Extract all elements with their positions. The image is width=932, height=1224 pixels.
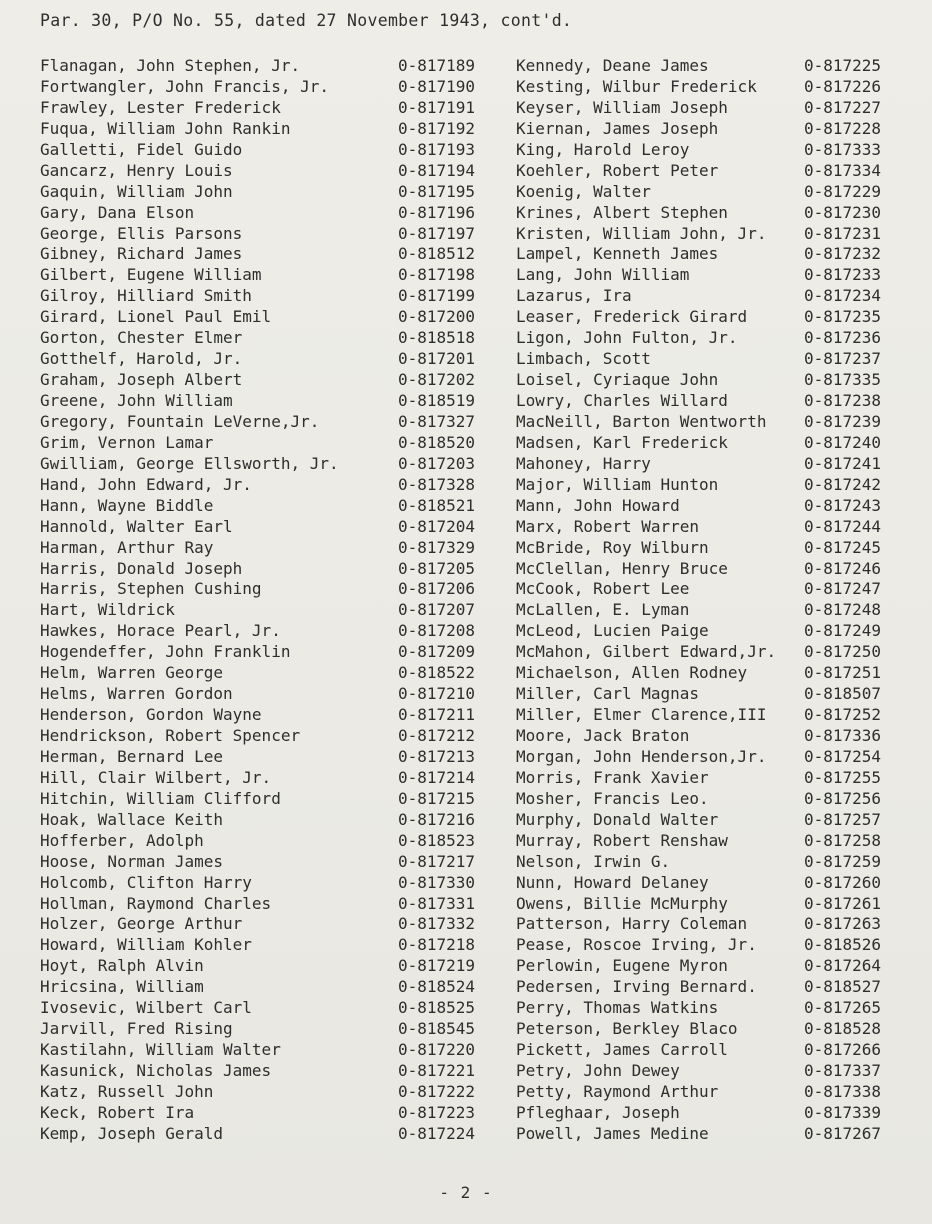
- serial-number: 0-818527: [804, 977, 882, 997]
- serial-number: 0-817195: [398, 181, 476, 201]
- officer-name: Girard, Lionel Paul Emil: [40, 307, 272, 327]
- left-names-column: [40, 56, 400, 1145]
- officer-name: Hill, Clair Wilbert, Jr.: [40, 767, 272, 787]
- officer-name: Gregory, Fountain LeVerne,Jr.: [40, 411, 320, 431]
- officer-name: McLallen, E. Lyman: [516, 600, 690, 620]
- serial-number: 0-817223: [398, 1102, 476, 1122]
- serial-number: 0-817244: [804, 516, 882, 536]
- serial-number: 0-817196: [398, 202, 476, 222]
- officer-name: Ligon, John Fulton, Jr.: [516, 328, 738, 348]
- serial-number: 0-817264: [804, 956, 882, 976]
- serial-number: 0-817233: [804, 265, 882, 285]
- serial-number: 0-817204: [398, 516, 476, 536]
- right-serials-column: [804, 56, 914, 1145]
- officer-name: Henderson, Gordon Wayne: [40, 705, 262, 725]
- officer-name: Patterson, Harry Coleman: [516, 914, 748, 934]
- serial-number: 0-817218: [398, 935, 476, 955]
- serial-number: 0-817200: [398, 307, 476, 327]
- officer-name: Lazarus, Ira: [516, 286, 632, 306]
- officer-name: Pease, Roscoe Irving, Jr.: [516, 935, 757, 955]
- serial-number: 0-817338: [804, 1081, 882, 1101]
- serial-number: 0-817197: [398, 223, 476, 243]
- serial-number: 0-817206: [398, 579, 476, 599]
- officer-name: Gibney, Richard James: [40, 244, 243, 264]
- officer-name: Helm, Warren George: [40, 663, 224, 683]
- officer-name: Hricsina, William: [40, 977, 204, 997]
- serial-number: 0-817191: [398, 97, 476, 117]
- officer-name: Kastilahn, William Walter: [40, 1040, 281, 1060]
- serial-number: 0-817231: [804, 223, 882, 243]
- officer-name: Limbach, Scott: [516, 349, 651, 369]
- officer-name: Major, William Hunton: [516, 474, 719, 494]
- serial-number: 0-818528: [804, 1019, 882, 1039]
- officer-name: Frawley, Lester Frederick: [40, 97, 281, 117]
- officer-name: Perry, Thomas Watkins: [516, 998, 719, 1018]
- serial-number: 0-818525: [398, 998, 476, 1018]
- page-header: Par. 30, P/O No. 55, dated 27 November 1943, cont'd.: [40, 11, 573, 30]
- officer-name: Krines, Albert Stephen: [516, 202, 728, 222]
- serial-number: 0-817224: [398, 1123, 476, 1143]
- serial-number: 0-817259: [804, 851, 882, 871]
- serial-number: 0-817237: [804, 349, 882, 369]
- officer-name: Koenig, Walter: [516, 181, 651, 201]
- officer-name: Kennedy, Deane James: [516, 56, 709, 75]
- officer-name: McLeod, Lucien Paige: [516, 621, 709, 641]
- officer-name: Hand, John Edward, Jr.: [40, 474, 252, 494]
- serial-number: 0-817334: [804, 160, 882, 180]
- serial-number: 0-817220: [398, 1040, 476, 1060]
- officer-name: Hawkes, Horace Pearl, Jr.: [40, 621, 281, 641]
- officer-name: Michaelson, Allen Rodney: [516, 663, 748, 683]
- serial-number: 0-818524: [398, 977, 476, 997]
- serial-number: 0-817210: [398, 684, 476, 704]
- serial-number: 0-817327: [398, 411, 476, 431]
- serial-number: 0-818512: [398, 244, 476, 264]
- officer-name: Keyser, William Joseph: [516, 97, 728, 117]
- officer-name: Peterson, Berkley Blaco: [516, 1019, 738, 1039]
- officer-name: Leaser, Frederick Girard: [516, 307, 748, 327]
- officer-name: McClellan, Henry Bruce: [516, 558, 728, 578]
- officer-name: Fuqua, William John Rankin: [40, 118, 291, 138]
- serial-number: 0-817222: [398, 1081, 476, 1101]
- serial-number: 0-817258: [804, 830, 882, 850]
- officer-name: Mann, John Howard: [516, 495, 680, 515]
- serial-number: 0-817216: [398, 809, 476, 829]
- serial-number: 0-817331: [398, 893, 476, 913]
- officer-name: Flanagan, John Stephen, Jr.: [40, 56, 301, 75]
- officer-name: Gary, Dana Elson: [40, 202, 195, 222]
- officer-name: Harris, Donald Joseph: [40, 558, 243, 578]
- officer-name: Nunn, Howard Delaney: [516, 872, 709, 892]
- serial-number: 0-817192: [398, 118, 476, 138]
- serial-number: 0-817190: [398, 76, 476, 96]
- serial-number: 0-818521: [398, 495, 476, 515]
- officer-name: Harman, Arthur Ray: [40, 537, 214, 557]
- serial-number: 0-817208: [398, 621, 476, 641]
- serial-number: 0-818520: [398, 432, 476, 452]
- officer-name: Hogendeffer, John Franklin: [40, 642, 291, 662]
- serial-number: 0-817257: [804, 809, 882, 829]
- serial-number: 0-817201: [398, 349, 476, 369]
- page-number: - 2 -: [439, 1183, 493, 1202]
- serial-number: 0-817267: [804, 1123, 882, 1143]
- serial-number: 0-818519: [398, 391, 476, 410]
- left-serials-column: [398, 56, 508, 1145]
- serial-number: 0-817236: [804, 328, 882, 348]
- serial-number: 0-817243: [804, 495, 882, 515]
- officer-name: Miller, Carl Magnas: [516, 684, 700, 704]
- serial-number: 0-817225: [804, 56, 882, 75]
- serial-number: 0-818507: [804, 684, 882, 704]
- serial-number: 0-817333: [804, 139, 882, 159]
- officer-name: Murray, Robert Renshaw: [516, 830, 728, 850]
- serial-number: 0-817266: [804, 1040, 882, 1060]
- officer-name: Petty, Raymond Arthur: [516, 1081, 719, 1101]
- officer-name: Gancarz, Henry Louis: [40, 160, 233, 180]
- officer-name: Petry, John Dewey: [516, 1061, 680, 1080]
- officer-name: Gaquin, William John: [40, 181, 233, 201]
- serial-number: 0-817242: [804, 474, 882, 494]
- serial-number: 0-817221: [398, 1061, 476, 1080]
- officer-name: George, Ellis Parsons: [40, 223, 243, 243]
- serial-number: 0-817260: [804, 872, 882, 892]
- serial-number: 0-817229: [804, 181, 882, 201]
- officer-name: Gorton, Chester Elmer: [40, 328, 243, 348]
- officer-name: Hoyt, Ralph Alvin: [40, 956, 204, 976]
- officer-name: Pfleghaar, Joseph: [516, 1102, 680, 1122]
- officer-name: Hoose, Norman James: [40, 851, 224, 871]
- serial-number: 0-817265: [804, 998, 882, 1018]
- serial-number: 0-817232: [804, 244, 882, 264]
- officer-name: Marx, Robert Warren: [516, 516, 700, 536]
- serial-number: 0-817234: [804, 286, 882, 306]
- serial-number: 0-818545: [398, 1019, 476, 1039]
- officer-name: Gotthelf, Harold, Jr.: [40, 349, 243, 369]
- serial-number: 0-817241: [804, 453, 882, 473]
- serial-number: 0-817215: [398, 788, 476, 808]
- officer-name: Murphy, Donald Walter: [516, 809, 719, 829]
- serial-number: 0-817194: [398, 160, 476, 180]
- serial-number: 0-817213: [398, 746, 476, 766]
- officer-name: Holcomb, Clifton Harry: [40, 872, 252, 892]
- serial-number: 0-817227: [804, 97, 882, 117]
- serial-number: 0-817328: [398, 474, 476, 494]
- officer-name: Powell, James Medine: [516, 1123, 709, 1143]
- serial-number: 0-818518: [398, 328, 476, 348]
- officer-name: Kasunick, Nicholas James: [40, 1061, 272, 1080]
- serial-number: 0-818523: [398, 830, 476, 850]
- serial-number: 0-817249: [804, 621, 882, 641]
- officer-name: Holzer, George Arthur: [40, 914, 243, 934]
- officer-name: Fortwangler, John Francis, Jr.: [40, 76, 329, 96]
- officer-name: Kesting, Wilbur Frederick: [516, 76, 757, 96]
- serial-number: 0-817235: [804, 307, 882, 327]
- serial-number: 0-817261: [804, 893, 882, 913]
- officer-name: Gwilliam, George Ellsworth, Jr.: [40, 453, 339, 473]
- serial-number: 0-817252: [804, 705, 882, 725]
- serial-number: 0-817263: [804, 914, 882, 934]
- serial-number: 0-817240: [804, 432, 882, 452]
- officer-name: Hannold, Walter Earl: [40, 516, 233, 536]
- officer-name: Lang, John William: [516, 265, 690, 285]
- officer-name: Mosher, Francis Leo.: [516, 788, 709, 808]
- serial-number: 0-817337: [804, 1061, 882, 1080]
- serial-number: 0-817226: [804, 76, 882, 96]
- officer-name: Mahoney, Harry: [516, 453, 651, 473]
- serial-number: 0-817238: [804, 391, 882, 410]
- officer-name: Hart, Wildrick: [40, 600, 175, 620]
- officer-name: Gilroy, Hilliard Smith: [40, 286, 252, 306]
- serial-number: 0-817332: [398, 914, 476, 934]
- serial-number: 0-817189: [398, 56, 476, 75]
- serial-number: 0-817255: [804, 767, 882, 787]
- officer-name: McMahon, Gilbert Edward,Jr.: [516, 642, 777, 662]
- officer-name: Hendrickson, Robert Spencer: [40, 726, 301, 745]
- serial-number: 0-817256: [804, 788, 882, 808]
- serial-number: 0-817330: [398, 872, 476, 892]
- serial-number: 0-817198: [398, 265, 476, 285]
- serial-number: 0-817211: [398, 705, 476, 725]
- officer-name: Perlowin, Eugene Myron: [516, 956, 728, 976]
- officer-name: Graham, Joseph Albert: [40, 370, 243, 390]
- serial-number: 0-817203: [398, 453, 476, 473]
- officer-name: McCook, Robert Lee: [516, 579, 690, 599]
- officer-name: Harris, Stephen Cushing: [40, 579, 262, 599]
- serial-number: 0-817199: [398, 286, 476, 306]
- officer-name: Owens, Billie McMurphy: [516, 893, 728, 913]
- serial-number: 0-817209: [398, 642, 476, 662]
- serial-number: 0-817339: [804, 1102, 882, 1122]
- serial-number: 0-817239: [804, 411, 882, 431]
- officer-name: Moore, Jack Braton: [516, 726, 690, 745]
- serial-number: 0-817247: [804, 579, 882, 599]
- serial-number: 0-817193: [398, 139, 476, 159]
- serial-number: 0-817250: [804, 642, 882, 662]
- officer-name: MacNeill, Barton Wentworth: [516, 411, 767, 431]
- serial-number: 0-817217: [398, 851, 476, 871]
- officer-name: King, Harold Leroy: [516, 139, 690, 159]
- serial-number: 0-817212: [398, 726, 476, 745]
- officer-name: Herman, Bernard Lee: [40, 746, 224, 766]
- serial-number: 0-817246: [804, 558, 882, 578]
- serial-number: 0-817251: [804, 663, 882, 683]
- officer-name: Lowry, Charles Willard: [516, 391, 728, 410]
- serial-number: 0-817329: [398, 537, 476, 557]
- officer-name: Hitchin, William Clifford: [40, 788, 281, 808]
- officer-name: Kiernan, James Joseph: [516, 118, 719, 138]
- officer-name: Katz, Russell John: [40, 1081, 214, 1101]
- serial-number: 0-817202: [398, 370, 476, 390]
- officer-name: Galletti, Fidel Guido: [40, 139, 243, 159]
- officer-name: Hollman, Raymond Charles: [40, 893, 272, 913]
- officer-name: Kristen, William John, Jr.: [516, 223, 767, 243]
- officer-name: Jarvill, Fred Rising: [40, 1019, 233, 1039]
- officer-name: Greene, John William: [40, 391, 233, 410]
- officer-name: Hofferber, Adolph: [40, 830, 204, 850]
- officer-name: Madsen, Karl Frederick: [516, 432, 728, 452]
- officer-name: Pickett, James Carroll: [516, 1040, 728, 1060]
- officer-name: Loisel, Cyriaque John: [516, 370, 719, 390]
- officer-name: Lampel, Kenneth James: [516, 244, 719, 264]
- serial-number: 0-817205: [398, 558, 476, 578]
- officer-name: Helms, Warren Gordon: [40, 684, 233, 704]
- officer-name: Hoak, Wallace Keith: [40, 809, 224, 829]
- officer-name: McBride, Roy Wilburn: [516, 537, 709, 557]
- serial-number: 0-817228: [804, 118, 882, 138]
- serial-number: 0-817219: [398, 956, 476, 976]
- serial-number: 0-817335: [804, 370, 882, 390]
- serial-number: 0-818526: [804, 935, 882, 955]
- officer-name: Morris, Frank Xavier: [516, 767, 709, 787]
- right-names-column: [516, 56, 806, 1145]
- serial-number: 0-817248: [804, 600, 882, 620]
- officer-name: Keck, Robert Ira: [40, 1102, 195, 1122]
- serial-number: 0-817214: [398, 767, 476, 787]
- serial-number: 0-817207: [398, 600, 476, 620]
- officer-name: Hann, Wayne Biddle: [40, 495, 214, 515]
- serial-number: 0-818522: [398, 663, 476, 683]
- officer-name: Pedersen, Irving Bernard.: [516, 977, 757, 997]
- officer-name: Ivosevic, Wilbert Carl: [40, 998, 252, 1018]
- serial-number: 0-817230: [804, 202, 882, 222]
- officer-name: Kemp, Joseph Gerald: [40, 1123, 224, 1143]
- serial-number: 0-817245: [804, 537, 882, 557]
- serial-number: 0-817254: [804, 746, 882, 766]
- officer-name: Gilbert, Eugene William: [40, 265, 262, 285]
- officer-name: Grim, Vernon Lamar: [40, 432, 214, 452]
- serial-number: 0-817336: [804, 726, 882, 745]
- officer-name: Koehler, Robert Peter: [516, 160, 719, 180]
- officer-name: Nelson, Irwin G.: [516, 851, 671, 871]
- officer-name: Miller, Elmer Clarence,III: [516, 705, 767, 725]
- officer-name: Morgan, John Henderson,Jr.: [516, 746, 767, 766]
- officer-name: Howard, William Kohler: [40, 935, 252, 955]
